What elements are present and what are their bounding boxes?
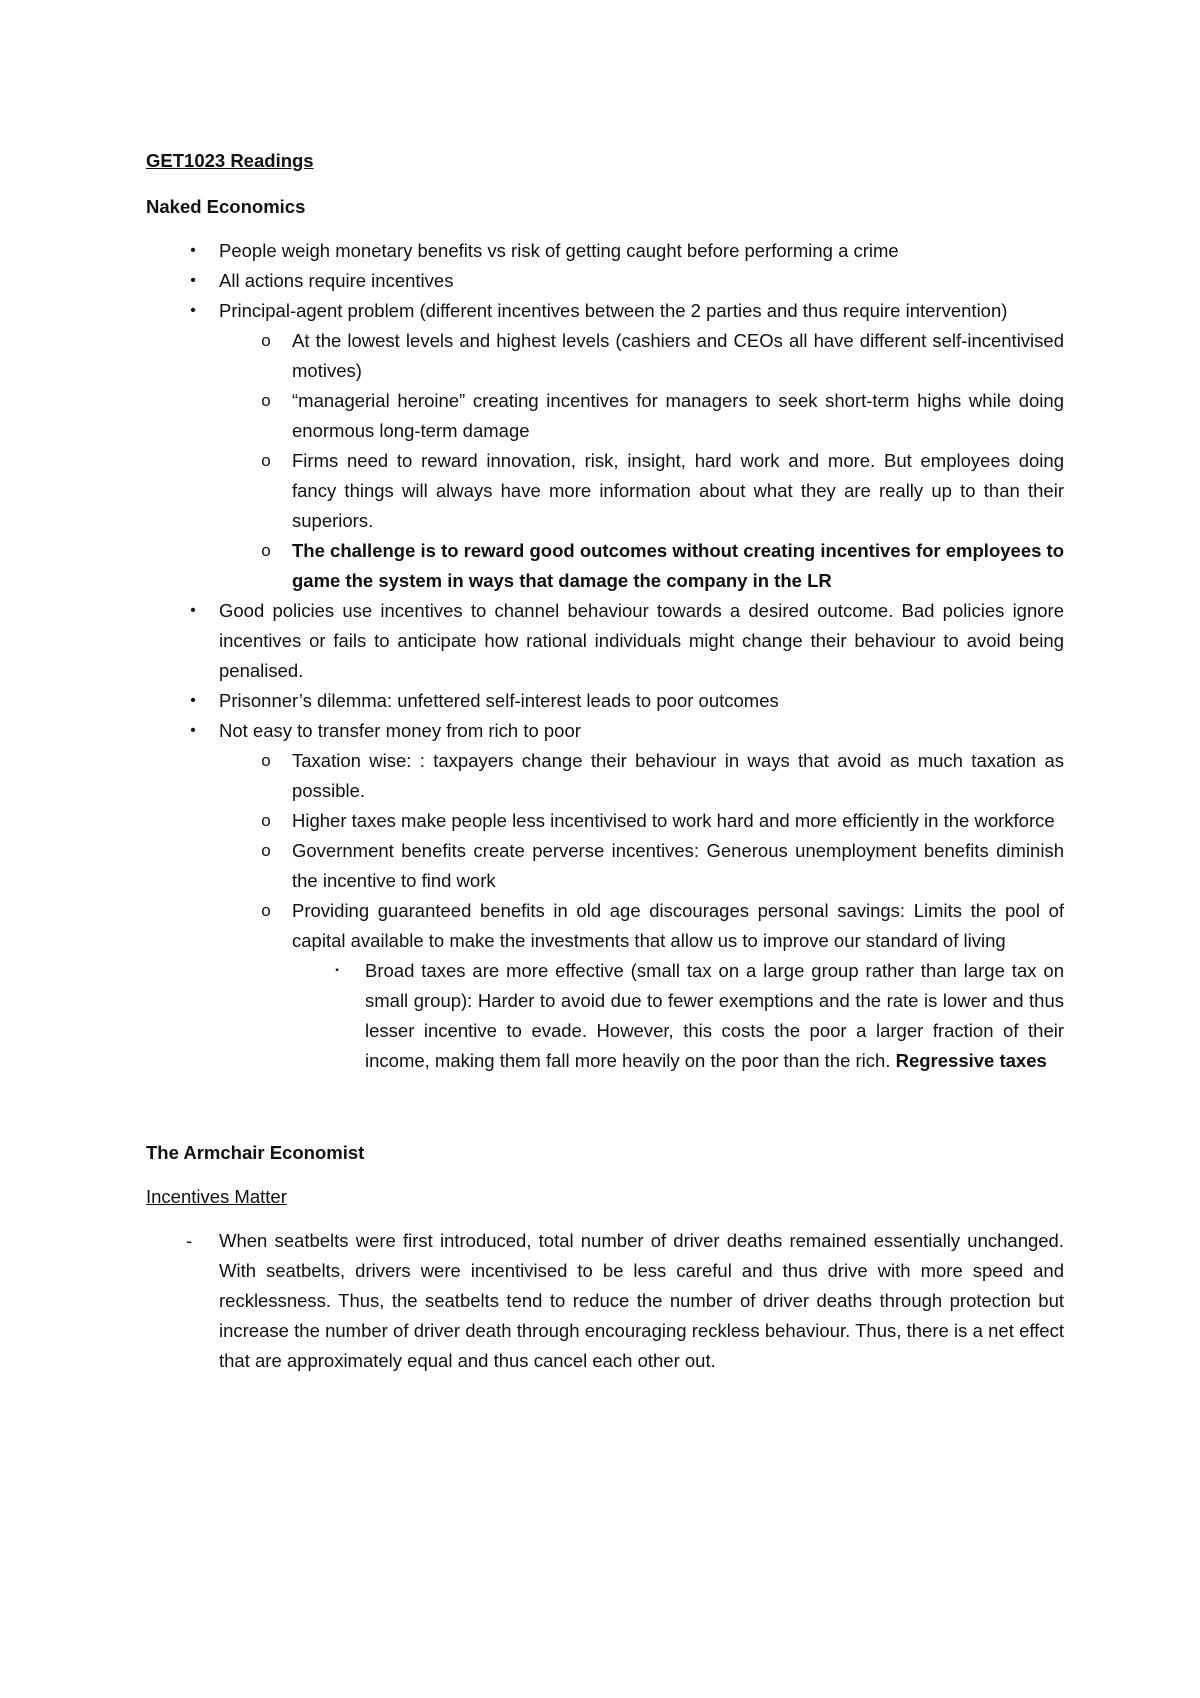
- circle-marker: o: [261, 391, 271, 410]
- list-item: [146, 716, 1064, 1076]
- list-item: [146, 296, 1064, 596]
- sub-list-item: [219, 746, 1064, 806]
- sub-list-item: [219, 326, 1064, 386]
- list-item-text: People weigh monetary benefits vs risk of getting caught before performing a crime: [219, 240, 899, 261]
- circle-marker: o: [261, 331, 271, 350]
- list-item: [146, 686, 1064, 716]
- circle-marker: o: [261, 841, 271, 860]
- sub-list: [219, 326, 1064, 596]
- sub-list-item-text-bold: The challenge is to reward good outcomes without creating incentives for employees to game the system in ways that damage the company in the LR: [292, 540, 1065, 591]
- bullet-marker: •: [190, 722, 196, 739]
- sub-sub-list-item: [292, 956, 1064, 1076]
- bullet-marker: •: [190, 302, 196, 319]
- section-spacer: [146, 1076, 1064, 1138]
- list-item-text: Not easy to transfer money from rich to poor: [219, 720, 581, 741]
- sub-sub-list: [292, 956, 1064, 1076]
- dash-list: [146, 1226, 1064, 1376]
- list-item-text: Principal-agent problem (different incentives between the 2 parties and thus require intervention): [219, 300, 1008, 321]
- list-item-text: All actions require incentives: [219, 270, 454, 291]
- circle-marker: o: [261, 811, 271, 830]
- list-item: [146, 596, 1064, 686]
- sub-list-item-text: At the lowest levels and highest levels (cashiers and CEOs all have different self-incentivised motives): [292, 330, 1064, 381]
- sub-list-item-text: Higher taxes make people less incentivised to work hard and more efficiently in the workforce: [292, 810, 1055, 831]
- sub-list-item-text: Taxation wise: : taxpayers change their behaviour in ways that avoid as much taxation as possible.: [292, 750, 1064, 801]
- subheading-incentives-matter: Incentives Matter: [146, 1186, 287, 1207]
- dash-marker: -: [186, 1230, 193, 1251]
- sub-list: [219, 746, 1064, 1076]
- sub-list-item-text: Government benefits create perverse incentives: Generous unemployment benefits diminish the incentive to find work: [292, 840, 1064, 891]
- section-heading-armchair-economist: The Armchair Economist: [146, 1142, 365, 1163]
- list-item-text: Prisonner’s dilemma: unfettered self-interest leads to poor outcomes: [219, 690, 779, 711]
- sub-list-item: [219, 836, 1064, 896]
- circle-marker: o: [261, 751, 271, 770]
- list-item: [146, 236, 1064, 266]
- document-title: GET1023 Readings: [146, 150, 314, 171]
- bullet-marker: •: [190, 602, 196, 619]
- document-page: [146, 146, 1064, 1376]
- sub-list-item-text: Firms need to reward innovation, risk, insight, hard work and more. But employees doing fancy things will always have more information about what they are really up to than their superiors.: [292, 450, 1064, 531]
- square-marker: ▪: [335, 965, 339, 976]
- sub-list-item: [219, 386, 1064, 446]
- bullet-marker: •: [190, 272, 196, 289]
- sub-sub-list-item-text: Broad taxes are more effective (small tax on a large group rather than large tax on small group): Harder to avoid due to fewer exemptions and the rate is lower and thus lesser incentive to evade. However, this costs the poor a larger fraction of their income, making them fall more heavily on the poor than the rich.: [365, 960, 1064, 1071]
- list-item-text: Good policies use incentives to channel behaviour towards a desired outcome. Bad policies ignore incentives or fails to anticipate how rational individuals might change their behaviour to avoid being penalised.: [219, 600, 1064, 681]
- regressive-taxes-label: Regressive taxes: [895, 1050, 1047, 1071]
- sub-list-item-text: “managerial heroine” creating incentives for managers to seek short-term highs while doing enormous long-term damage: [292, 390, 1064, 441]
- bullet-marker: •: [190, 242, 196, 259]
- sub-list-item: [219, 806, 1064, 836]
- sub-list-item: [219, 896, 1064, 1076]
- sub-list-item: [219, 536, 1064, 596]
- circle-marker: o: [261, 451, 271, 470]
- bullet-marker: •: [190, 692, 196, 709]
- dash-list-item: [146, 1226, 1064, 1376]
- circle-marker: o: [261, 901, 271, 920]
- sub-list-item: [219, 446, 1064, 536]
- list-item: [146, 266, 1064, 296]
- sub-list-item-text: Providing guaranteed benefits in old age discourages personal savings: Limits the pool of capital available to make the investments that allow us to improve our standard of living: [292, 900, 1064, 951]
- circle-marker: o: [261, 541, 271, 560]
- bullet-list: [146, 236, 1064, 1076]
- dash-list-item-text: When seatbelts were first introduced, total number of driver deaths remained essentially unchanged. With seatbelts, drivers were incentivised to be less careful and thus drive with more speed and recklessness. Thus, the seatbelts tend to reduce the number of driver deaths through protection but increase the number of driver death through encouraging reckless behaviour. Thus, there is a net effect that are approximately equal and thus cancel each other out.: [219, 1230, 1064, 1371]
- section-heading-naked-economics: Naked Economics: [146, 196, 306, 217]
